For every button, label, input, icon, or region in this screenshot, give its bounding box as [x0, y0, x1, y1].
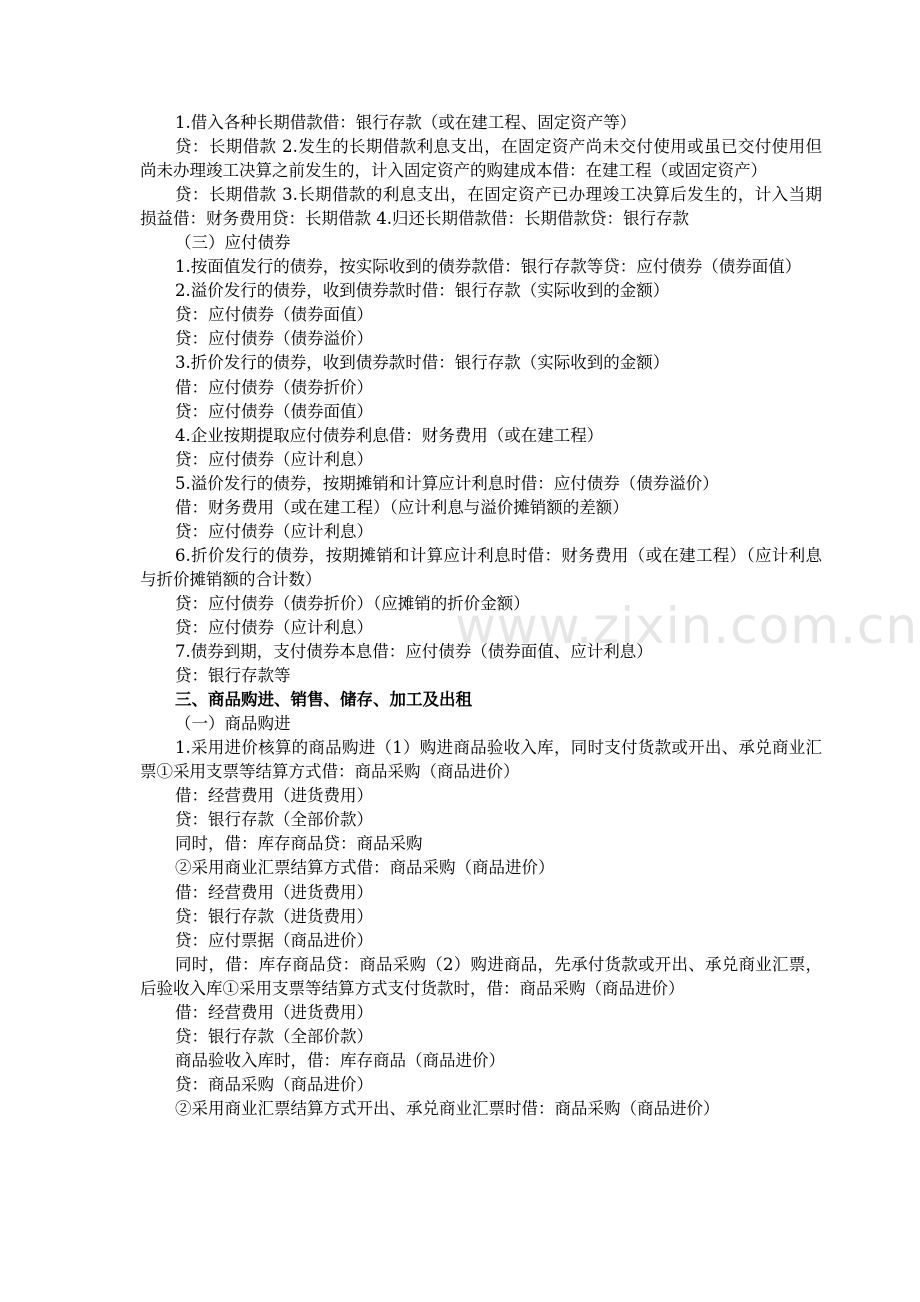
watermark: www.zixin.com.cn	[455, 597, 919, 655]
paragraph: 1.按面值发行的债券，按实际收到的债券款借：银行存款等贷：应付债券（债券面值）	[175, 257, 802, 277]
paragraph: 贷：银行存款（进货费用）	[175, 906, 373, 926]
paragraph: 5.溢价发行的债券，按期摊销和计算应计利息时借：应付债券（债券溢价）	[175, 473, 719, 493]
paragraph: 贷：应付票据（商品进价）	[175, 930, 373, 950]
paragraph: 借：经营费用（进货费用）	[175, 882, 373, 902]
paragraph: 贷：银行存款（全部价款）	[175, 1026, 373, 1046]
paragraph: 贷：应付债券（应计利息）	[175, 521, 373, 541]
paragraph: 4.企业按期提取应付债券利息借：财务费用（或在建工程）	[175, 425, 604, 445]
paragraph: 6.折价发行的债券，按期摊销和计算应计利息时借：财务费用（或在建工程）（应计利息与折价摊销额的合计数）	[140, 545, 822, 589]
paragraph: 贷：应付债券（应计利息）	[175, 617, 373, 637]
paragraph: ②采用商业汇票结算方式借：商品采购（商品进价）	[175, 858, 555, 878]
paragraph: 1.借入各种长期借款借：银行存款（或在建工程、固定资产等）	[175, 113, 637, 132]
paragraph: 贷：银行存款等	[175, 666, 291, 686]
paragraph: 7.债券到期，支付债券本息借：应付债券（债券面值、应计利息）	[175, 642, 653, 662]
paragraph: 贷：应付债券（债券溢价）	[175, 329, 373, 349]
paragraph: 借：财务费用（或在建工程）（应计利息与溢价摊销额的差额）	[175, 497, 629, 517]
paragraph: 贷：银行存款（全部价款）	[175, 810, 373, 830]
paragraph: 同时，借：库存商品贷：商品采购	[175, 834, 423, 854]
paragraph: 借：应付债券（债券折价）	[175, 377, 373, 397]
paragraph: 同时，借：库存商品贷：商品采购（2）购进商品，先承付货款或开出、承兑商业汇票，后验收入库①采用支票等结算方式支付货款时，借：商品采购（商品进价）	[140, 954, 822, 998]
paragraph: 贷：应付债券（应计利息）	[175, 449, 373, 469]
paragraph: 2.溢价发行的债券，收到债券款时借：银行存款（实际收到的金额）	[175, 281, 670, 301]
paragraph: 商品验收入库时，借：库存商品（商品进价）	[175, 1050, 505, 1070]
paragraph: 贷：应付债券（债券面值）	[175, 401, 373, 421]
paragraph: 借：经营费用（进货费用）	[175, 786, 373, 806]
paragraph: （一）商品购进	[175, 714, 291, 734]
paragraph: 1.采用进价核算的商品购进（1）购进商品验收入库，同时支付货款或开出、承兑商业汇票①采用支票等结算方式借：商品采购（商品进价）	[140, 738, 822, 782]
paragraph: ②采用商业汇票结算方式开出、承兑商业汇票时借：商品采购（商品进价）	[175, 1098, 720, 1118]
paragraph: 贷：应付债券（债券面值）	[175, 305, 373, 325]
paragraph: （三）应付债券	[175, 233, 291, 253]
paragraph: 贷：长期借款 2.发生的长期借款利息支出，在固定资产尚未交付使用或虽已交付使用但尚未办理竣工决算之前发生的，计入固定资产的购建成本借：在建工程（或固定资产）	[140, 137, 822, 181]
paragraph: 贷：商品采购（商品进价）	[175, 1074, 373, 1094]
paragraph: 贷：长期借款 3.长期借款的利息支出，在固定资产已办理竣工决算后发生的，计入当期损益借：财务费用贷：长期借款 4.归还长期借款借：长期借款贷：银行存款	[140, 185, 822, 229]
paragraph: 3.折价发行的债券，收到债券款时借：银行存款（实际收到的金额）	[175, 353, 670, 373]
paragraph: 贷：应付债券（债券折价）（应摊销的折价金额）	[175, 593, 530, 613]
paragraph: 借：经营费用（进货费用）	[175, 1002, 373, 1022]
document-body	[140, 111, 822, 1121]
section-heading: 三、商品购进、销售、储存、加工及出租	[175, 690, 472, 710]
